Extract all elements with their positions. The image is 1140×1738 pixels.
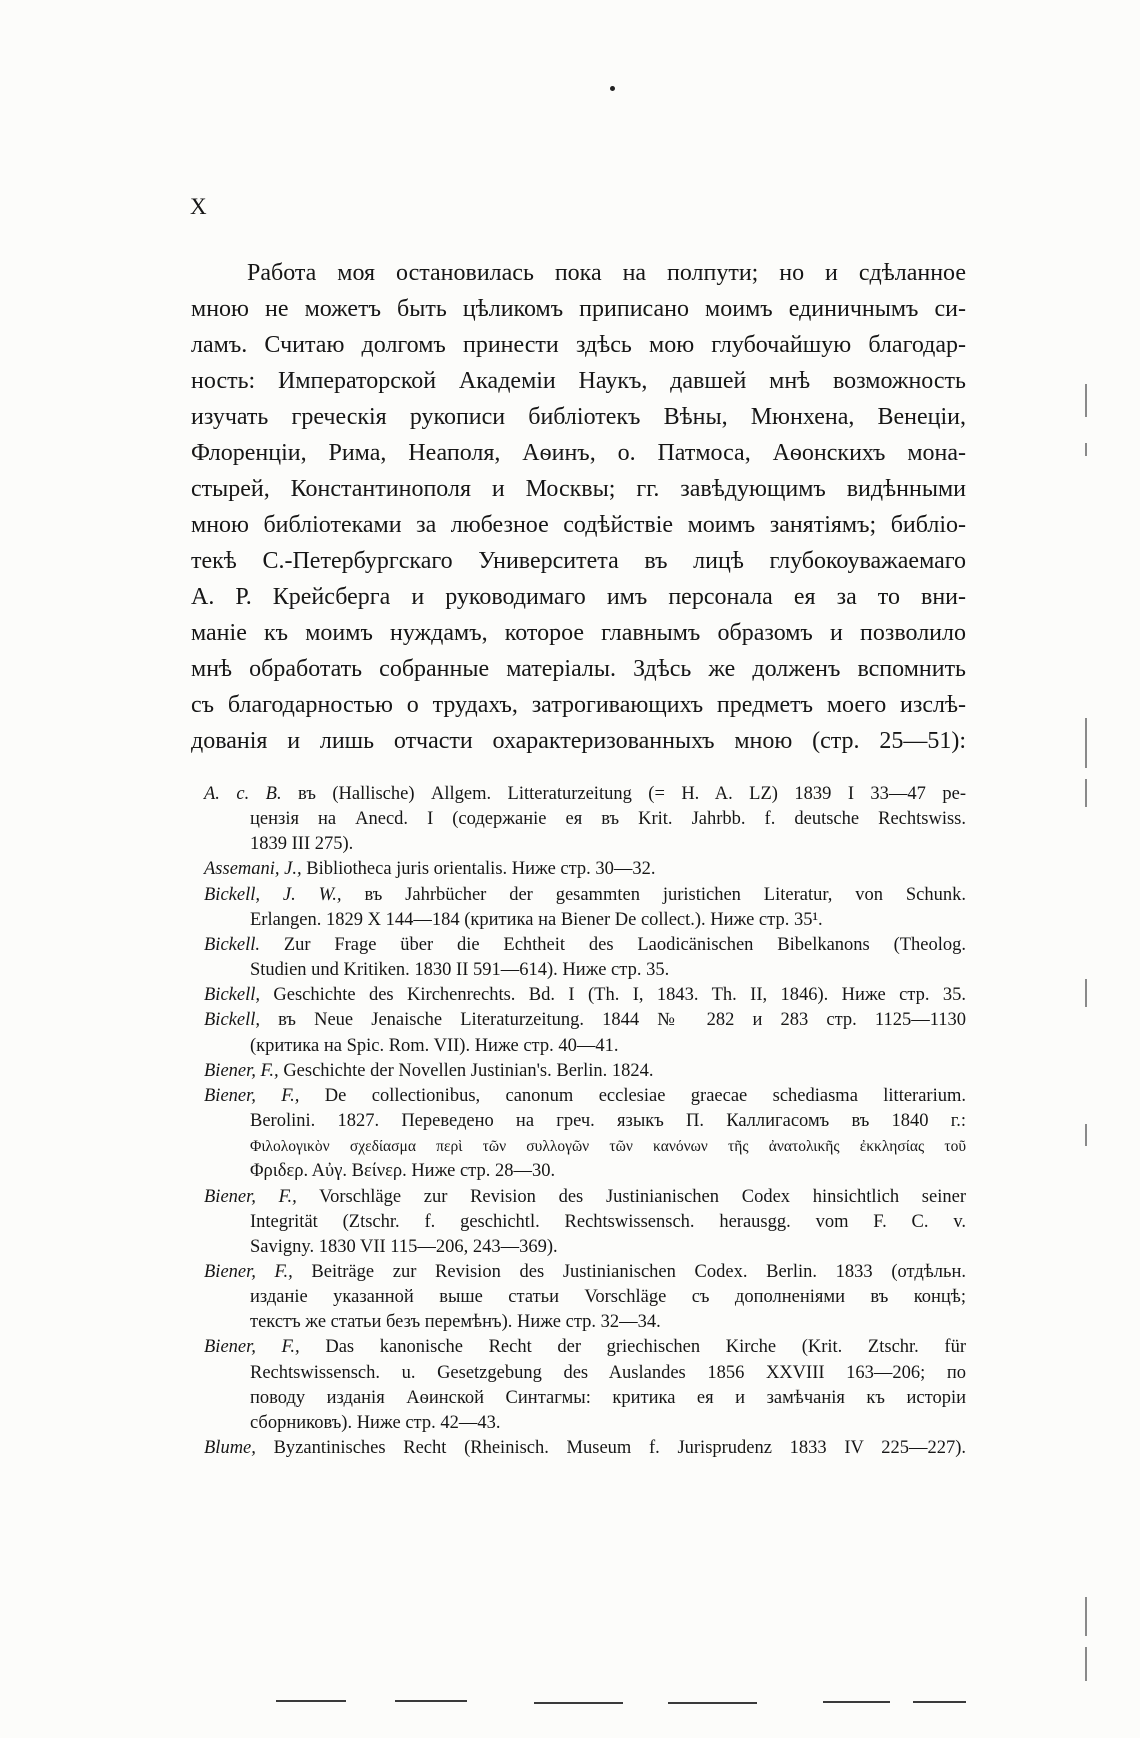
entry-author: Bickell. <box>204 934 260 955</box>
paragraph-line: мною не можетъ быть цѣликомъ приписано моимъ единичнымъ си- <box>191 296 966 322</box>
bibliography-continuation-line: Berolini. 1827. Переведено на греч. языкъ П. Каллигасомъ въ 1840 г.: <box>250 1111 966 1132</box>
margin-scan-mark <box>1085 443 1087 456</box>
bibliography-continuation-line: Φριδερ. Αὐγ. Βείνερ. Ниже стр. 28—30. <box>250 1161 556 1182</box>
entry-text: въ (Hallische) Allgem. Litteraturzeitung (= H. A. LZ) 1839 I 33—47 ре- <box>298 784 967 804</box>
bibliography-entry-line <box>204 1335 966 1360</box>
bibliography-entry-line <box>204 983 966 1008</box>
bibliography-greek-title-line: Φιλολογικὸν σχεδίασμα περὶ τῶν συλλογῶν τῶν κανόνων τῆς ἀνατολικῆς ἐκκλησίας τοῦ <box>250 1138 966 1156</box>
entry-author: Biener, F., <box>204 1060 279 1081</box>
margin-scan-mark <box>1085 979 1087 1007</box>
entry-author: Blume, <box>204 1438 256 1459</box>
ink-dot <box>610 86 615 91</box>
entry-text: въ Jahrbücher der gesammten juristichen Literatur, von Schunk. <box>364 884 967 905</box>
paragraph-line: мною библіотеками за любезное содѣйствіе моимъ занятіямъ; библіо- <box>191 512 966 538</box>
bibliography-entry-line <box>204 883 966 908</box>
paragraph-line: Флоренціи, Рима, Неаполя, Аѳинъ, о. Патмоса, Аѳонскихъ мона- <box>191 440 966 466</box>
paragraph-line: изучать греческія рукописи библіотекъ Вѣны, Мюнхена, Венеціи, <box>191 404 966 430</box>
entry-text: Vorschläge zur Revision des Justinianischen Codex hinsichtlich seiner <box>319 1186 966 1207</box>
bibliography-continuation-line: Integrität (Ztschr. f. geschichtl. Rechtswissensch. herausgg. vom F. C. v. <box>250 1211 966 1232</box>
bibliography-continuation-line: изданіе указанной выше статьи Vorschläge съ дополненіями въ концѣ; <box>250 1287 966 1308</box>
bibliography-continuation-line: Rechtswissensch. u. Gesetzgebung des Auslandes 1856 XXVIII 163—206; по <box>250 1362 966 1383</box>
entry-text: De collectionibus, canonum ecclesiae graecae schediasma litterarium. <box>324 1085 966 1106</box>
margin-scan-mark <box>1085 384 1087 417</box>
bibliography-continuation-line: Studien und Kritiken. 1830 II 591—614). Ниже стр. 35. <box>250 960 670 981</box>
entry-text: Geschichte des Kirchenrechts. Bd. I (Th. I, 1843. Th. II, 1846). Ниже стр. 35. <box>273 985 967 1006</box>
entry-author: Bickell, <box>204 985 260 1006</box>
bibliography-continuation-line: (критика на Spic. Rom. VII). Ниже стр. 40—41. <box>250 1035 619 1056</box>
main-paragraph <box>191 255 966 759</box>
paragraph-line: съ благодарностью о трудахъ, затрогивающихъ предметъ моего изслѣ- <box>191 692 966 718</box>
bibliography-continuation-line: поводу изданія Аѳинской Синтагмы: критика ея и замѣчанія къ исторіи <box>250 1387 966 1408</box>
bibliography-continuation-line: Erlangen. 1829 X 144—184 (критика на Biener De collect.). Ниже стр. 35¹. <box>250 909 823 930</box>
bibliography-entry-line <box>204 1185 966 1210</box>
entry-text: Bibliotheca juris orientalis. Ниже стр. 30—32. <box>306 859 656 880</box>
bibliography-list <box>204 782 966 1461</box>
paragraph-line: ламъ. Считаю долгомъ принести здѣсь мою глубочайшую благодар- <box>191 332 966 358</box>
entry-author: Biener, F., <box>204 1337 300 1358</box>
entry-author: А. с. В. <box>204 784 282 804</box>
entry-text: Geschichte der Novellen Justinian's. Berlin. 1824. <box>283 1060 654 1081</box>
bibliography-entry-line <box>204 1436 966 1461</box>
entry-author: Bickell, <box>204 1010 260 1031</box>
bibliography-entry-line <box>204 1059 966 1084</box>
footer-rule-segment <box>913 1701 966 1703</box>
bibliography-entry-line <box>204 1260 966 1285</box>
entry-text: Zur Frage über die Echtheit des Laodicänischen Bibelkanons (Theolog. <box>283 934 967 955</box>
bibliography-entry-line <box>204 857 966 882</box>
paragraph-line: маніе къ моимъ нуждамъ, которое главнымъ образомъ и позволило <box>191 620 966 646</box>
footer-rule-segment <box>395 1700 467 1702</box>
entry-author: Biener, F., <box>204 1261 293 1282</box>
paragraph-line: А. Р. Крейсберга и руководимаго имъ персонала ея за то вни- <box>191 584 966 610</box>
paragraph-line: стырей, Константинополя и Москвы; гг. завѣдующимъ видѣнными <box>191 476 966 502</box>
bibliography-entry-line <box>204 933 966 958</box>
paragraph-line: Работа моя остановилась пока на полпути; но и сдѣланное <box>247 260 966 286</box>
footer-rule-segment <box>534 1702 623 1704</box>
paragraph-line: дованія и лишь отчасти охарактеризованныхъ мною (стр. 25—51): <box>191 728 966 754</box>
margin-scan-mark <box>1085 1597 1087 1636</box>
entry-text: Das kanonische Recht der griechischen Kirche (Krit. Ztschr. für <box>325 1337 966 1358</box>
paragraph-line: ность: Императорской Академіи Наукъ, давшей мнѣ возможность <box>191 368 966 394</box>
margin-scan-mark <box>1085 1124 1087 1146</box>
entry-text: Beiträge zur Revision des Justinianischen Codex. Berlin. 1833 (отдѣльн. <box>311 1261 966 1282</box>
footer-rule-segment <box>276 1700 346 1702</box>
bibliography-continuation-line: текстъ же статьи безъ перемѣнъ). Ниже стр. 32—34. <box>250 1312 661 1333</box>
page-number: X <box>190 194 207 219</box>
footer-rule-segment <box>823 1701 890 1703</box>
entry-author: Biener, F., <box>204 1186 297 1207</box>
bibliography-entry-line <box>204 1008 966 1033</box>
margin-scan-mark <box>1085 779 1087 807</box>
bibliography-continuation-line: сборниковъ). Ниже стр. 42—43. <box>250 1412 501 1433</box>
margin-scan-mark <box>1085 1647 1087 1681</box>
bibliography-continuation-line: 1839 III 275). <box>250 834 354 855</box>
bibliography-entry-line <box>204 1084 966 1109</box>
footer-rule-segment <box>668 1702 757 1704</box>
entry-text: въ Neue Jenaische Literaturzeitung. 1844 № 282 и 283 стр. 1125—1130 <box>278 1010 967 1031</box>
entry-author: Bickell, J. W., <box>204 884 342 905</box>
bibliography-continuation-line: Savigny. 1830 VII 115—206, 243—369). <box>250 1236 558 1257</box>
bibliography-entry-line <box>204 782 966 807</box>
paragraph-line: текѣ С.-Петербургскаго Университета въ лицѣ глубокоуважаемаго <box>191 548 966 574</box>
paragraph-line: мнѣ обработать собранные матеріалы. Здѣсь же долженъ вспомнить <box>191 656 966 682</box>
bibliography-continuation-line: цензія на Anecd. I (содержаніе ея въ Krit. Jahrbb. f. deutsche Rechtswiss. <box>250 809 966 830</box>
entry-author: Assemani, J., <box>204 859 302 880</box>
entry-author: Biener, F., <box>204 1085 300 1106</box>
margin-scan-mark <box>1085 718 1087 768</box>
entry-text: Byzantinisches Recht (Rheinisch. Museum f. Jurisprudenz 1833 IV 225—227). <box>273 1438 966 1459</box>
